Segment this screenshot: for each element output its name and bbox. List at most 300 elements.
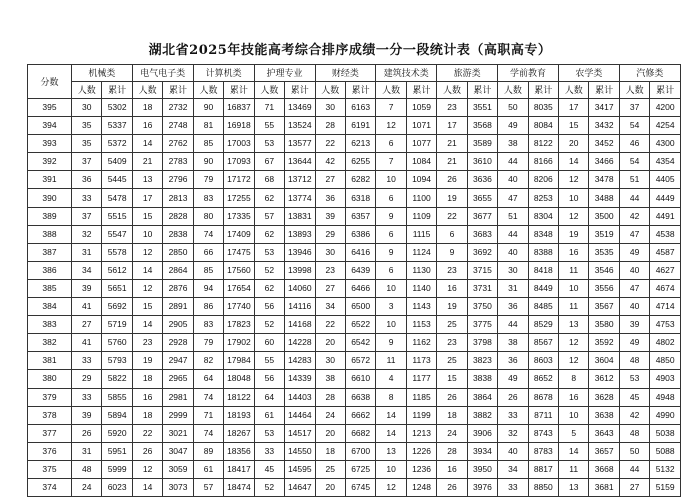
count-cell: 94 [193,279,223,297]
count-cell: 23 [437,261,467,279]
score-cell: 385 [28,279,72,297]
cumulative-cell: 6439 [345,261,375,279]
cumulative-cell: 2947 [163,352,193,370]
cumulative-cell: 3567 [589,298,619,316]
count-cell: 68 [254,171,284,189]
cumulative-cell: 3580 [589,316,619,334]
count-cell: 47 [619,279,649,297]
cumulative-cell: 3021 [163,424,193,442]
count-cell: 12 [559,207,589,225]
page-title: 湖北省2025年技能高考综合排序成绩一分一段统计表（高职高专） [148,43,552,58]
cumulative-cell: 4254 [650,117,681,135]
count-cell: 18 [132,406,162,424]
cumulative-cell: 3047 [163,442,193,460]
count-cell: 39 [72,279,102,297]
count-cell: 18 [437,406,467,424]
cumulative-cell: 6610 [345,370,375,388]
cumulative-cell: 3432 [589,117,619,135]
cumulative-cell: 6255 [345,153,375,171]
cumulative-cell: 5760 [102,334,132,352]
cumulative-cell: 2876 [163,279,193,297]
cumulative-cell: 2981 [163,388,193,406]
count-cell: 8 [376,388,406,406]
count-cell: 33 [254,442,284,460]
count-cell: 82 [193,352,223,370]
count-cell: 29 [72,370,102,388]
score-cell: 378 [28,406,72,424]
count-cell: 9 [437,243,467,261]
cumulative-cell: 18048 [224,370,254,388]
cumulative-cell: 3683 [467,225,497,243]
category-header: 汽修类 [619,65,680,82]
cumulative-cell: 5478 [102,189,132,207]
cumulative-cell: 3551 [467,99,497,117]
count-cell: 33 [72,388,102,406]
table-row [28,406,681,424]
count-cell: 18 [132,370,162,388]
count-cell: 30 [72,99,102,117]
cumulative-cell: 8418 [528,261,558,279]
table-row [28,298,681,316]
count-cell: 26 [437,171,467,189]
cumulative-cell: 2796 [163,171,193,189]
count-cell: 32 [72,225,102,243]
count-cell: 29 [315,225,345,243]
count-cell: 19 [437,298,467,316]
count-cell: 34 [498,460,528,478]
category-header: 旅游类 [437,65,498,82]
cumulative-cell: 14550 [285,442,315,460]
count-cell: 23 [437,334,467,352]
score-cell: 390 [28,189,72,207]
count-cell: 9 [376,334,406,352]
cumulative-cell: 3546 [589,261,619,279]
cumulative-subheader: 累计 [528,82,558,99]
cumulative-cell: 8253 [528,189,558,207]
count-cell: 13 [376,442,406,460]
cumulative-cell: 3692 [467,243,497,261]
cumulative-cell: 8166 [528,153,558,171]
score-cell: 386 [28,261,72,279]
count-cell: 31 [72,243,102,261]
cumulative-cell: 3950 [467,460,497,478]
count-cell: 32 [498,424,528,442]
cumulative-cell: 5515 [102,207,132,225]
cumulative-cell: 14403 [285,388,315,406]
cumulative-cell: 5578 [102,243,132,261]
score-cell: 393 [28,135,72,153]
cumulative-subheader: 累计 [467,82,497,99]
count-cell: 26 [72,424,102,442]
cumulative-cell: 4200 [650,99,681,117]
count-cell: 7 [376,153,406,171]
count-cell: 44 [498,225,528,243]
table-body [28,99,681,497]
count-cell: 38 [498,334,528,352]
cumulative-cell: 8529 [528,316,558,334]
count-cell: 13 [559,478,589,496]
count-cell: 22 [132,424,162,442]
count-cell: 27 [315,171,345,189]
count-cell: 27 [619,478,649,496]
count-cell: 9 [376,207,406,225]
cumulative-cell: 2732 [163,99,193,117]
cumulative-cell: 1143 [406,298,436,316]
count-cell: 40 [619,261,649,279]
cumulative-cell: 8567 [528,334,558,352]
count-cell: 33 [72,189,102,207]
count-cell: 10 [376,171,406,189]
count-cell: 30 [498,261,528,279]
count-cell: 37 [619,99,649,117]
cumulative-subheader: 累计 [163,82,193,99]
count-cell: 52 [254,316,284,334]
cumulative-cell: 1140 [406,279,436,297]
cumulative-cell: 8817 [528,460,558,478]
table-row [28,261,681,279]
count-cell: 19 [559,225,589,243]
count-cell: 62 [254,279,284,297]
cumulative-cell: 4990 [650,406,681,424]
cumulative-cell: 6682 [345,424,375,442]
cumulative-cell: 2864 [163,261,193,279]
count-cell: 12 [376,117,406,135]
table-row [28,99,681,117]
count-cell: 56 [254,370,284,388]
cumulative-cell: 5409 [102,153,132,171]
score-column-header: 分数 [28,65,72,99]
count-cell: 23 [315,261,345,279]
cumulative-cell: 2928 [163,334,193,352]
count-cell: 27 [315,279,345,297]
cumulative-cell: 3715 [467,261,497,279]
cumulative-cell: 17654 [224,279,254,297]
count-cell: 28 [315,117,345,135]
cumulative-cell: 8084 [528,117,558,135]
cumulative-cell: 5038 [650,424,681,442]
cumulative-cell: 5651 [102,279,132,297]
cumulative-cell: 1213 [406,424,436,442]
count-cell: 21 [132,153,162,171]
count-cell: 16 [132,117,162,135]
score-cell: 381 [28,352,72,370]
count-cell: 39 [619,316,649,334]
cumulative-cell: 1199 [406,406,436,424]
count-cell: 11 [376,352,406,370]
count-cell: 10 [559,279,589,297]
cumulative-cell: 6638 [345,388,375,406]
count-cell: 21 [437,153,467,171]
count-cell: 4 [376,370,406,388]
count-cell: 71 [254,99,284,117]
count-cell: 40 [498,171,528,189]
count-cell: 12 [559,334,589,352]
cumulative-cell: 18193 [224,406,254,424]
score-cell: 384 [28,298,72,316]
cumulative-cell: 6572 [345,352,375,370]
cumulative-cell: 5951 [102,442,132,460]
cumulative-cell: 6700 [345,442,375,460]
count-cell: 14 [132,316,162,334]
count-cell: 10 [376,316,406,334]
cumulative-subheader: 累计 [224,82,254,99]
cumulative-subheader: 累计 [345,82,375,99]
cumulative-cell: 6191 [345,117,375,135]
count-cell: 16 [437,460,467,478]
cumulative-cell: 18122 [224,388,254,406]
cumulative-cell: 17409 [224,225,254,243]
count-cell: 27 [72,316,102,334]
cumulative-cell: 1173 [406,352,436,370]
table-row [28,442,681,460]
count-cell: 7 [376,99,406,117]
cumulative-cell: 1100 [406,189,436,207]
category-header: 计算机类 [193,65,254,82]
cumulative-cell: 14116 [285,298,315,316]
score-cell: 374 [28,478,72,496]
category-header: 护理专业 [254,65,315,82]
category-header: 电气电子类 [132,65,193,82]
count-cell: 49 [619,334,649,352]
count-cell: 13 [559,316,589,334]
cumulative-cell: 3775 [467,316,497,334]
cumulative-cell: 16918 [224,117,254,135]
count-cell: 31 [498,279,528,297]
count-cell: 26 [437,388,467,406]
count-cell: 48 [72,460,102,478]
count-cell: 53 [254,135,284,153]
table-row [28,135,681,153]
cumulative-cell: 1109 [406,207,436,225]
count-cell: 12 [376,478,406,496]
count-cell: 15 [132,298,162,316]
count-cell: 14 [559,153,589,171]
table-row [28,334,681,352]
cumulative-cell: 2905 [163,316,193,334]
cumulative-cell: 2891 [163,298,193,316]
count-cell: 16 [559,243,589,261]
cumulative-cell: 8603 [528,352,558,370]
cumulative-cell: 3568 [467,117,497,135]
count-cell: 14 [132,135,162,153]
cumulative-cell: 14517 [285,424,315,442]
cumulative-cell: 17823 [224,316,254,334]
count-cell: 54 [619,153,649,171]
cumulative-cell: 3592 [589,334,619,352]
cumulative-cell: 1130 [406,261,436,279]
cumulative-cell: 13469 [285,99,315,117]
cumulative-cell: 3668 [589,460,619,478]
cumulative-cell: 8850 [528,478,558,496]
count-cell: 6 [376,135,406,153]
count-cell: 89 [193,442,223,460]
count-cell: 23 [437,99,467,117]
cumulative-cell: 5894 [102,406,132,424]
score-cell: 394 [28,117,72,135]
cumulative-subheader: 累计 [650,82,681,99]
cumulative-cell: 17902 [224,334,254,352]
count-cell: 15 [437,370,467,388]
score-cell: 391 [28,171,72,189]
count-cell: 8 [559,370,589,388]
cumulative-cell: 3731 [467,279,497,297]
cumulative-cell: 3638 [589,406,619,424]
count-cell: 14 [132,261,162,279]
count-cell: 12 [559,171,589,189]
cumulative-cell: 13831 [285,207,315,225]
count-cell: 12 [132,243,162,261]
cumulative-cell: 4948 [650,388,681,406]
count-cell: 83 [193,316,223,334]
count-cell: 62 [254,225,284,243]
cumulative-cell: 6522 [345,316,375,334]
count-cell: 39 [315,207,345,225]
cumulative-cell: 2999 [163,406,193,424]
cumulative-cell: 14464 [285,406,315,424]
count-cell: 28 [315,388,345,406]
cumulative-cell: 8678 [528,388,558,406]
cumulative-cell: 3500 [589,207,619,225]
cumulative-cell: 8035 [528,99,558,117]
cumulative-cell: 17172 [224,171,254,189]
cumulative-cell: 8449 [528,279,558,297]
count-cell: 33 [498,406,528,424]
count-cell: 5 [559,424,589,442]
cumulative-cell: 6542 [345,334,375,352]
cumulative-cell: 3628 [589,388,619,406]
cumulative-cell: 1185 [406,388,436,406]
cumulative-cell: 3604 [589,352,619,370]
cumulative-cell: 6213 [345,135,375,153]
cumulative-cell: 3657 [589,442,619,460]
cumulative-cell: 13524 [285,117,315,135]
cumulative-cell: 3519 [589,225,619,243]
count-cell: 48 [619,352,649,370]
score-cell: 380 [28,370,72,388]
count-cell: 37 [72,153,102,171]
cumulative-cell: 3452 [589,135,619,153]
cumulative-cell: 2783 [163,153,193,171]
cumulative-cell: 3882 [467,406,497,424]
cumulative-cell: 6416 [345,243,375,261]
cumulative-cell: 4449 [650,189,681,207]
cumulative-cell: 8485 [528,298,558,316]
cumulative-cell: 14228 [285,334,315,352]
score-cell: 375 [28,460,72,478]
count-cell: 10 [376,460,406,478]
count-cell: 10 [559,406,589,424]
count-cell: 10 [559,189,589,207]
cumulative-cell: 4354 [650,153,681,171]
cumulative-cell: 1071 [406,117,436,135]
cumulative-cell: 1236 [406,460,436,478]
cumulative-cell: 4538 [650,225,681,243]
count-cell: 24 [72,478,102,496]
count-cell: 86 [193,298,223,316]
count-cell: 22 [315,135,345,153]
count-cell: 30 [315,243,345,261]
cumulative-cell: 1124 [406,243,436,261]
cumulative-cell: 4714 [650,298,681,316]
table-row [28,117,681,135]
table-row [28,424,681,442]
cumulative-cell: 3677 [467,207,497,225]
count-cell: 47 [619,225,649,243]
count-cell: 40 [619,298,649,316]
cumulative-cell: 3610 [467,153,497,171]
category-header: 机械类 [72,65,133,82]
count-cell: 15 [559,117,589,135]
score-cell: 376 [28,442,72,460]
count-cell: 18 [132,99,162,117]
count-cell: 16 [132,388,162,406]
cumulative-cell: 17255 [224,189,254,207]
cumulative-cell: 13998 [285,261,315,279]
count-cell: 57 [254,207,284,225]
count-cell: 23 [132,334,162,352]
cumulative-cell: 16837 [224,99,254,117]
cumulative-cell: 3643 [589,424,619,442]
cumulative-cell: 18417 [224,460,254,478]
cumulative-cell: 3823 [467,352,497,370]
category-header: 财经类 [315,65,376,82]
cumulative-cell: 2838 [163,225,193,243]
cumulative-cell: 3466 [589,153,619,171]
cumulative-cell: 1059 [406,99,436,117]
count-cell: 33 [72,352,102,370]
count-cell: 71 [193,406,223,424]
count-cell: 6 [376,189,406,207]
cumulative-cell: 1162 [406,334,436,352]
count-cell: 80 [193,207,223,225]
count-cell: 45 [619,388,649,406]
cumulative-cell: 5372 [102,135,132,153]
count-cell: 22 [437,207,467,225]
count-cell: 50 [619,442,649,460]
cumulative-cell: 5159 [650,478,681,496]
score-cell: 383 [28,316,72,334]
count-cell: 12 [559,352,589,370]
count-subheader: 人数 [437,82,467,99]
count-cell: 49 [498,370,528,388]
subheader-row [28,82,681,99]
cumulative-cell: 3864 [467,388,497,406]
count-cell: 10 [132,225,162,243]
count-cell: 15 [132,207,162,225]
score-cell: 389 [28,207,72,225]
count-cell: 53 [254,243,284,261]
cumulative-cell: 6725 [345,460,375,478]
cumulative-cell: 3750 [467,298,497,316]
cumulative-cell: 17740 [224,298,254,316]
count-cell: 49 [498,117,528,135]
count-cell: 25 [437,352,467,370]
cumulative-cell: 3535 [589,243,619,261]
cumulative-cell: 5612 [102,261,132,279]
cumulative-cell: 1077 [406,135,436,153]
count-cell: 42 [315,153,345,171]
count-cell: 6 [437,225,467,243]
cumulative-cell: 4627 [650,261,681,279]
count-cell: 26 [498,388,528,406]
count-cell: 53 [254,424,284,442]
table-row [28,225,681,243]
cumulative-cell: 6386 [345,225,375,243]
cumulative-cell: 18267 [224,424,254,442]
cumulative-cell: 4587 [650,243,681,261]
count-cell: 66 [193,243,223,261]
cumulative-cell: 4491 [650,207,681,225]
